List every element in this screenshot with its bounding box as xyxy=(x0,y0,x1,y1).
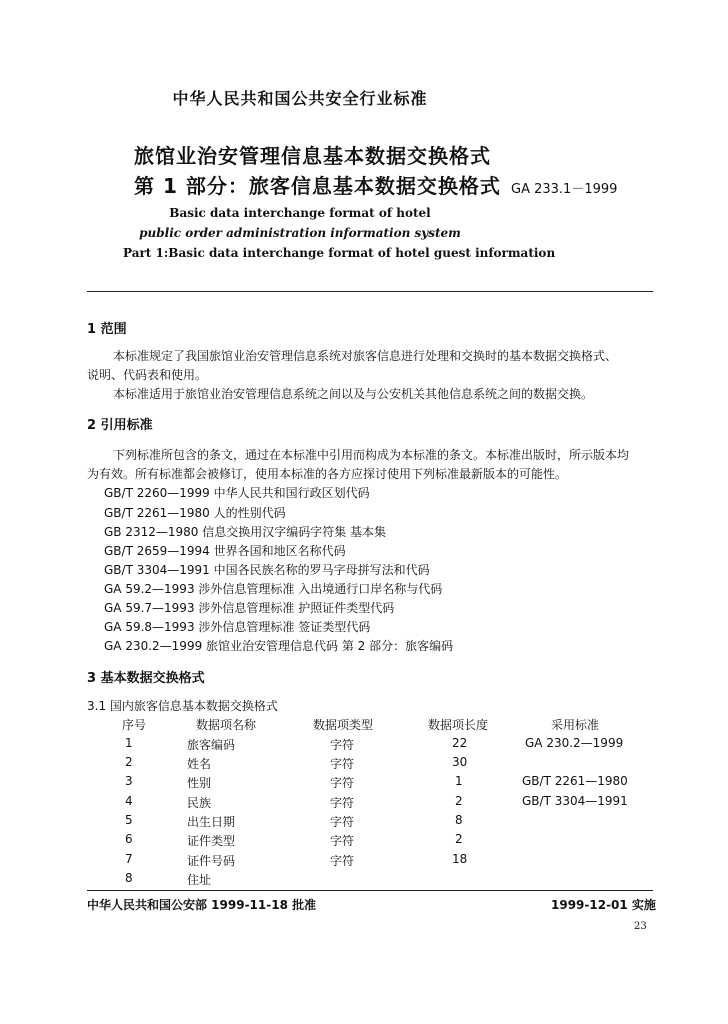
table-header-cell: 序号 xyxy=(122,718,147,732)
paragraph-line: 说明、代码表和使用。 xyxy=(87,368,208,382)
table-cell: 性别 xyxy=(187,776,212,790)
table-cell: 6 xyxy=(125,832,133,846)
header-divider xyxy=(87,291,653,292)
table-header-cell: 数据项长度 xyxy=(428,718,489,732)
table-cell: 字符 xyxy=(330,757,355,771)
table-cell: 2 xyxy=(125,755,133,769)
reference-item: GA 59.2—1993 涉外信息管理标准 入出境通行口岸名称与代码 xyxy=(104,582,443,596)
table-cell: 4 xyxy=(125,794,133,808)
table-cell: 8 xyxy=(455,813,463,827)
effective-date: 1999-12-01 实施 xyxy=(551,898,656,912)
table-cell: GB/T 3304—1991 xyxy=(522,794,628,808)
table-cell: 字符 xyxy=(330,796,355,810)
table-cell: 姓名 xyxy=(187,757,212,771)
table-cell: 旅客编码 xyxy=(187,738,236,752)
page-number: 23 xyxy=(634,921,647,932)
paragraph-line: 为有效。所有标准都会被修订，使用本标准的各方应探讨使用下列标准最新版本的可能性。 xyxy=(87,467,568,481)
table-cell: 字符 xyxy=(330,854,355,868)
table-header-cell: 采用标准 xyxy=(551,718,600,732)
reference-item: GB/T 2261—1980 人的性别代码 xyxy=(104,506,286,520)
document-title-line1: 旅馆业治安管理信息基本数据交换格式 xyxy=(134,144,491,168)
paragraph-line: 下列标准所包含的条文，通过在本标准中引用而构成为本标准的条文。本标准出版时，所示版本均 xyxy=(113,448,630,462)
paragraph-line: 本标准规定了我国旅馆业治安管理信息系统对旅客信息进行处理和交换时的基本数据交换格式、 xyxy=(113,349,618,363)
table-cell: 字符 xyxy=(330,834,355,848)
reference-item: GA 59.8—1993 涉外信息管理标准 签证类型代码 xyxy=(104,620,371,634)
reference-item: GB/T 3304—1991 中国各民族名称的罗马字母拼写法和代码 xyxy=(104,563,430,577)
section-heading: 2 引用标准 xyxy=(87,418,153,433)
table-cell: 字符 xyxy=(330,815,355,829)
english-title-line3: Part 1:Basic data interchange format of hotel guest information xyxy=(123,246,556,260)
table-cell: 18 xyxy=(452,852,468,866)
subsection-heading: 3.1 国内旅客信息基本数据交换格式 xyxy=(87,699,278,713)
table-cell: 22 xyxy=(452,736,468,750)
paragraph-line: 本标准适用于旅馆业治安管理信息系统之间以及与公安机关其他信息系统之间的数据交换。 xyxy=(113,387,594,401)
english-title-line2: public order administration information system xyxy=(139,226,461,240)
table-cell: 字符 xyxy=(330,738,355,752)
table-cell: 字符 xyxy=(330,776,355,790)
table-cell: 民族 xyxy=(187,796,212,810)
table-cell: 证件号码 xyxy=(187,854,236,868)
table-cell: 3 xyxy=(125,774,133,788)
table-cell: GB/T 2261—1980 xyxy=(522,774,628,788)
table-cell: 30 xyxy=(452,755,468,769)
table-cell: 7 xyxy=(125,852,133,866)
industry-standard-title: 中华人民共和国公共安全行业标准 xyxy=(172,89,428,108)
reference-item: GB 2312—1980 信息交换用汉字编码字符集 基本集 xyxy=(104,525,387,539)
section-heading: 3 基本数据交换格式 xyxy=(87,671,205,686)
table-cell: 住址 xyxy=(187,873,212,887)
table-cell: 2 xyxy=(455,794,463,808)
approval-line: 中华人民共和国公安部 1999-11-18 批准 xyxy=(87,898,317,912)
standard-number: GA 233.1－1999 xyxy=(511,182,618,197)
reference-item: GB/T 2260—1999 中华人民共和国行政区划代码 xyxy=(104,486,370,500)
section-heading: 1 范围 xyxy=(87,322,127,337)
table-cell: 8 xyxy=(125,871,133,885)
table-cell: 出生日期 xyxy=(187,815,236,829)
reference-item: GA 230.2—1999 旅馆业治安管理信息代码 第 2 部分：旅客编码 xyxy=(104,639,454,653)
table-header-cell: 数据项名称 xyxy=(196,718,257,732)
reference-item: GB/T 2659—1994 世界各国和地区名称代码 xyxy=(104,544,346,558)
table-cell: 5 xyxy=(125,813,133,827)
table-cell: 2 xyxy=(455,832,463,846)
table-cell: GA 230.2—1999 xyxy=(525,736,624,750)
english-title-line1: Basic data interchange format of hotel xyxy=(169,206,431,220)
table-header-cell: 数据项类型 xyxy=(313,718,374,732)
document-title-line2: 第 1 部分：旅客信息基本数据交换格式 xyxy=(134,174,501,198)
table-cell: 1 xyxy=(125,736,133,750)
footer-divider xyxy=(87,890,653,891)
table-cell: 1 xyxy=(455,774,463,788)
reference-item: GA 59.7—1993 涉外信息管理标准 护照证件类型代码 xyxy=(104,601,395,615)
table-cell: 证件类型 xyxy=(187,834,236,848)
